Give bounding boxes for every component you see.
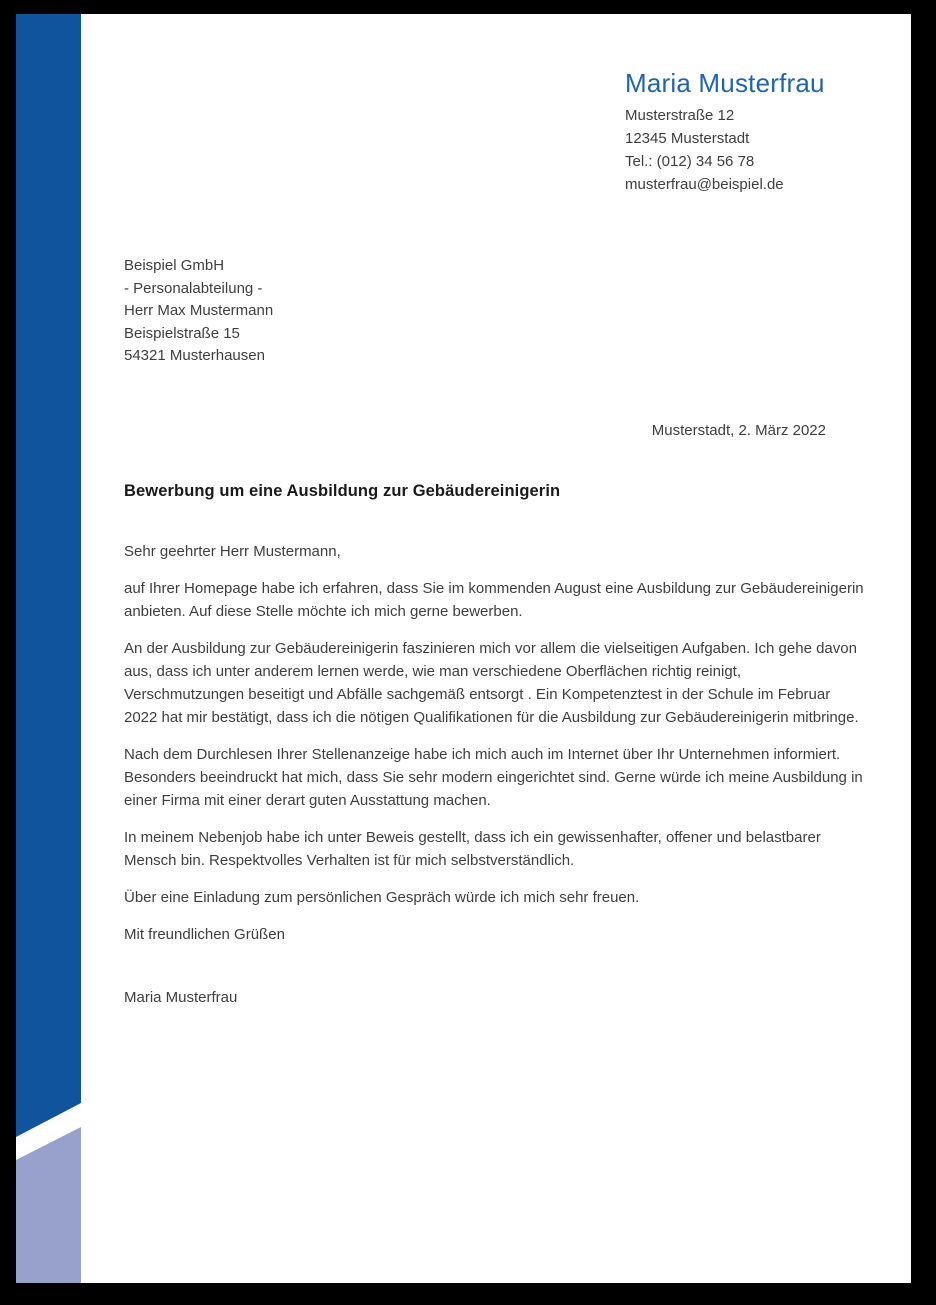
accent-stripe-dark — [16, 14, 81, 1137]
closing-line: Mit freundlichen Grüßen — [124, 926, 285, 943]
recipient-street: Beispielstraße 15 — [124, 324, 240, 342]
recipient-department: - Personalabteilung - — [124, 279, 263, 297]
date-line: Musterstadt, 2. März 2022 — [651, 422, 826, 439]
salutation: Sehr geehrter Herr Mustermann, — [124, 543, 341, 560]
recipient-company: Beispiel GmbH — [124, 257, 225, 274]
sender-city: 12345 Musterstadt — [625, 130, 750, 147]
recipient-contact: Herr Max Mustermann — [124, 302, 274, 319]
sender-block — [625, 66, 895, 196]
signature-name: Maria Musterfrau — [124, 989, 238, 1006]
sender-phone: Tel.: (012) 34 56 78 — [625, 153, 755, 170]
sender-street: Musterstraße 12 — [625, 107, 735, 124]
sender-name: Maria Musterfrau — [625, 68, 825, 98]
letter-page — [16, 14, 911, 1283]
body-paragraph: auf Ihrer Homepage habe ich erfahren, dass Sie im kommenden August eine Ausbildung zur Gebäudereinigerin anbieten. Auf diese Stelle möchte ich mich gerne bewerben. — [124, 580, 864, 620]
body-paragraph: In meinem Nebenjob habe ich unter Beweis gestellt, dass ich ein gewissenhafter, offener und belastbarer Mensch bin. Respektvolles Verhalten ist für mich selbstverständlich. — [124, 829, 821, 869]
body-paragraph: An der Ausbildung zur Gebäudereinigerin faszinieren mich vor allem die vielseitigen Aufgaben. Ich gehe davon aus, dass ich unter anderem lernen werde, wie man verschiedene Oberflächen richtig reinigt, Verschmutzungen beseitigt und Abfälle sachgemäß entsorgt . Ein Kompetenztest in der Schule im Februar 2022 hat mir bestätigt, dass ich die nötigen Qualifikationen für die Ausbildung zur Gebäudereinigerin mitbringe. — [124, 640, 859, 726]
letter-body — [124, 540, 864, 1009]
body-paragraph: Nach dem Durchlesen Ihrer Stellenanzeige habe ich mich auch im Internet über Ihr Unternehmen informiert. Besonders beeindruckt hat mich, dass Sie sehr modern eingerichtet sind. Gerne würde ich meine Ausbildung in einer Firma mit einer derart guten Ausstattung machen. — [124, 746, 863, 809]
recipient-city: 54321 Musterhausen — [124, 347, 265, 364]
subject-line: Bewerbung um eine Ausbildung zur Gebäudereinigerin — [124, 482, 561, 500]
recipient-block — [124, 255, 454, 368]
accent-stripe-light — [16, 1127, 81, 1283]
body-paragraph: Über eine Einladung zum persönlichen Gespräch würde ich mich sehr freuen. — [124, 889, 640, 906]
sender-email: musterfrau@beispiel.de — [625, 176, 784, 193]
